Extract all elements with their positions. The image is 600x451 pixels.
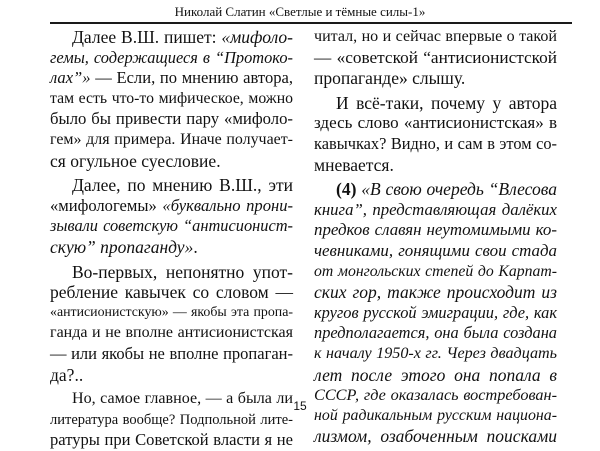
text-line: кавычках? Видно, и сам в этом со- [314,133,557,153]
text-line: ганда и не вполне антисионистская [50,324,293,342]
page-number [0,399,600,413]
text-line: от монгольских степей до Карпат- [314,262,557,280]
text-line: к началу 1950-х гг. Через двадцать [314,344,557,362]
text-line: ребление кавычек со словом — [50,282,293,303]
text-line: скую” пропаганду». [50,236,198,257]
text-line: — или якобы не вполне пропаган- [50,343,293,363]
text-line: «мифологемы» «буквально прони- [50,195,293,215]
text-line: лизмом, озабоченным поисками [314,426,557,447]
text-line: Далее В.Ш. пишет: «мифоло- [72,27,293,47]
right-column [314,27,557,447]
text-line: там есть что-то мифическое, можно [50,89,293,107]
paragraph [314,93,557,175]
text-line: лет после этого она попала в [314,364,557,385]
text-line: литература вообще? Подпольной лите- [50,411,293,428]
running-header [0,4,600,20]
text-line: здесь слово «антисионистская» в [314,113,557,133]
text-line: СССР, где оказалась востребован- [314,386,557,405]
text-line: (4) «В свою очередь “Влесова [336,179,557,200]
text-line: ся огульное суесловие. [50,150,221,171]
paragraph [50,27,293,171]
paragraph [50,262,293,386]
text-line: лах”» — Если, по мнению автора, [50,68,293,88]
text-line: предков славян неутомимыми ко- [314,220,557,240]
text-line: да?.. [50,364,84,385]
text-line: ной радикальным русским национа- [314,406,557,424]
left-column [50,27,293,451]
text-line: ратуры при Советской власти я не [50,430,293,450]
text-line: чевниками, гонящими свои стада [314,240,557,260]
text-line: мневается. [314,154,394,175]
text-line: И всё-таки, почему у автора [336,92,557,113]
page-number-value: 15 [293,399,307,413]
text-line: Далее, по мнению В.Ш., эти [72,175,293,196]
text-line: — «советской “антисионистской [314,47,557,67]
text-line: Но, самое главное, — а была ли [72,390,293,408]
running-title: Николай Слатин «Светлые и тёмные силы-1» [174,4,426,19]
text-line: «антисионистскую» — якобы эта пропа- [50,304,293,320]
paragraph [314,27,557,89]
paragraph [50,175,293,257]
text-line: было бы привести пару «мифоло- [50,109,293,129]
text-line: гемы, содержащиеся в “Протоко- [50,47,293,67]
text-line: ских гор, также происходит из [314,282,557,303]
text-line: зывали советскую “антисионист- [50,216,293,236]
text-line: пропаганде» слышу. [314,68,466,89]
text-line: предполагается, она была создана [314,323,557,343]
text-line: читал, но и сейчас впервые о такой [314,28,557,45]
header-rule [50,22,572,24]
text-line: книга”, представляющая далёких [314,199,557,219]
text-line: Во-первых, непонятно упот- [72,261,293,282]
text-line: кругов русской эмиграции, где, как [314,302,557,322]
text-line: гем» для примера. Иначе получает- [50,130,293,148]
